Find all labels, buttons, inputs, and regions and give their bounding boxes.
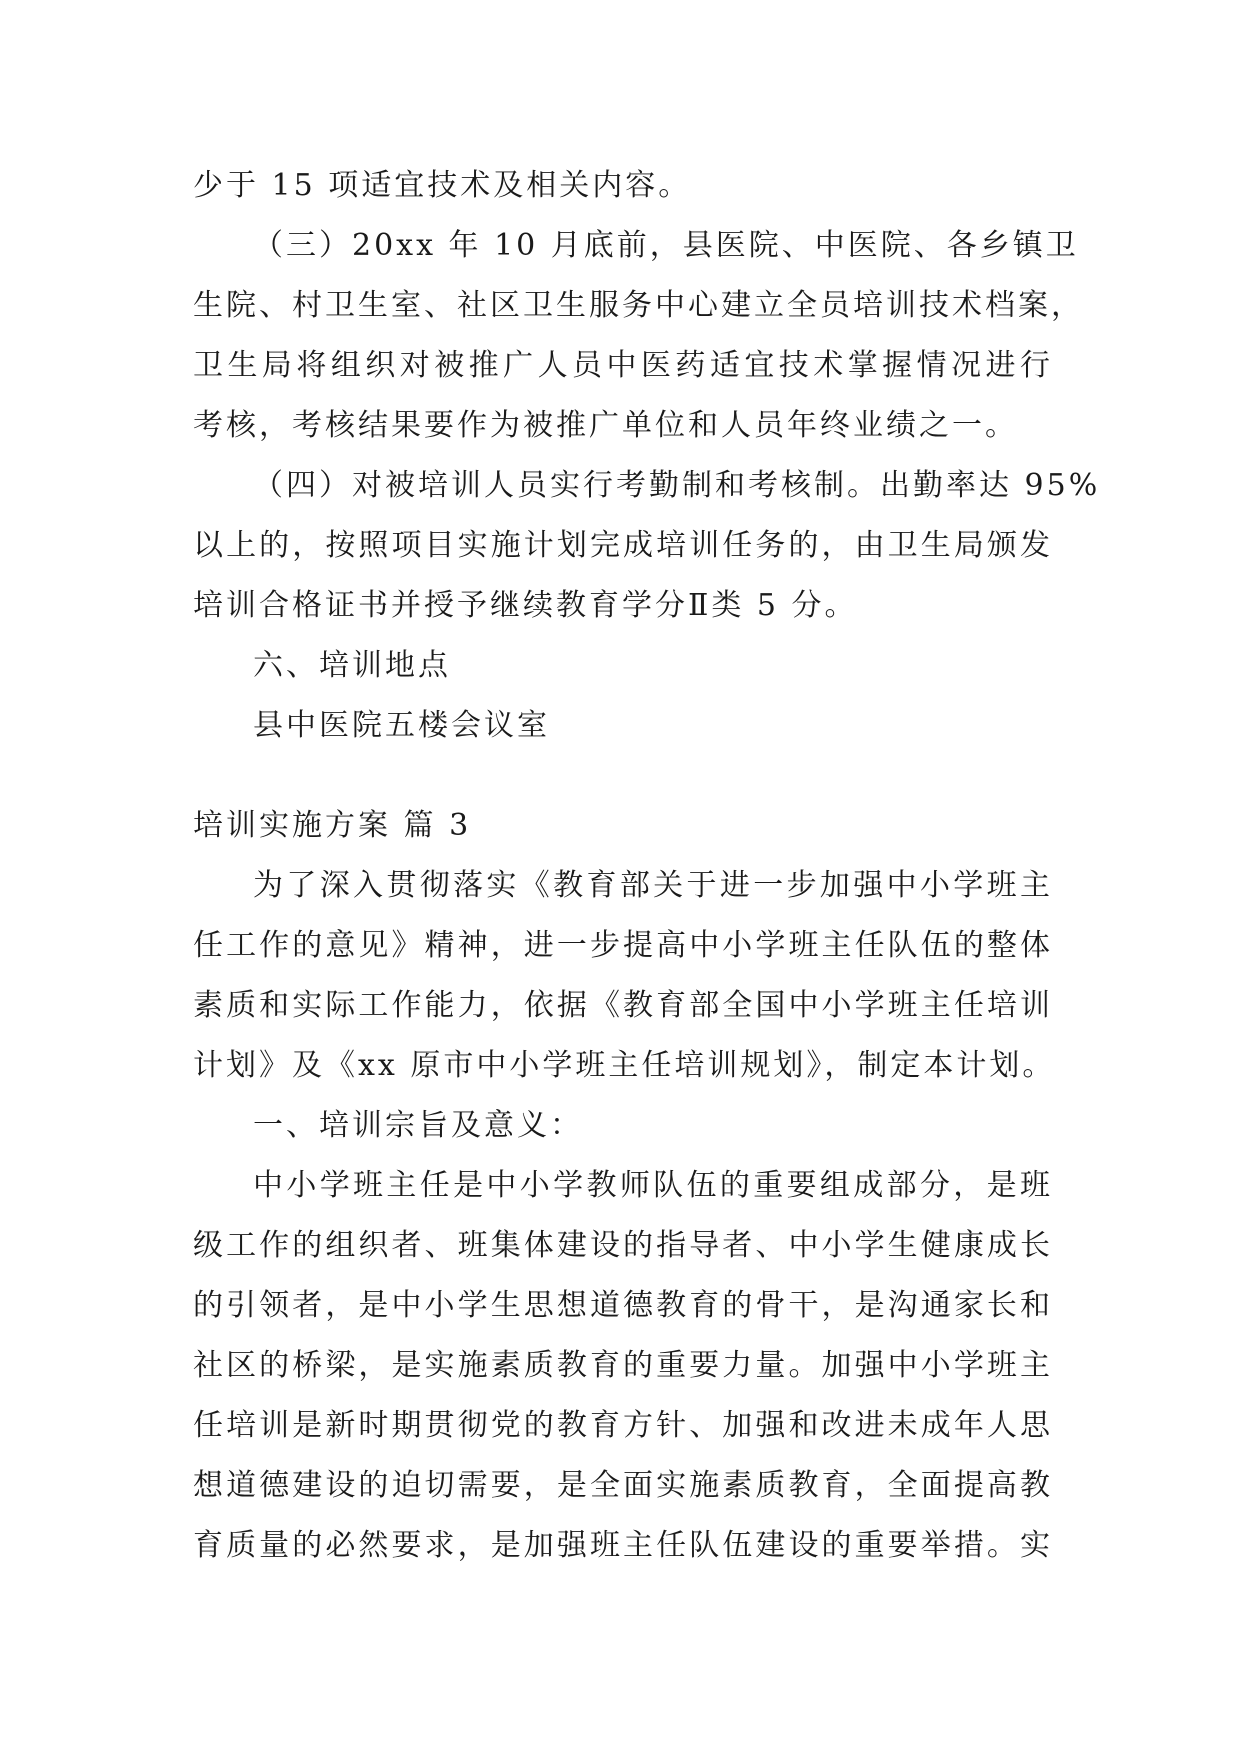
text-line: 级工作的组织者、班集体建设的指导者、中小学生健康成长 (193, 1228, 1053, 1263)
text-line: 想道德建设的迫切需要，是全面实施素质教育，全面提高教 (193, 1468, 1053, 1503)
text-line: （四）对被培训人员实行考勤制和考核制。出勤率达 95% (253, 468, 1101, 503)
text-line: 培训合格证书并授予继续教育学分Ⅱ类 5 分。 (193, 588, 858, 623)
text-line: 中小学班主任是中小学教师队伍的重要组成部分，是班 (253, 1168, 1053, 1203)
text-line: 任工作的意见》精神，进一步提高中小学班主任队伍的整体 (193, 928, 1053, 963)
text-line: 以上的，按照项目实施计划完成培训任务的，由卫生局颁发 (193, 528, 1053, 563)
text-line: 生院、村卫生室、社区卫生服务中心建立全员培训技术档案， (193, 288, 1084, 323)
text-line: 的引领者，是中小学生思想道德教育的骨干，是沟通家长和 (193, 1288, 1053, 1323)
text-line: 素质和实际工作能力，依据《教育部全国中小学班主任培训 (193, 988, 1053, 1023)
text-line: 卫生局将组织对被推广人员中医药适宜技术掌握情况进行 (193, 348, 1053, 383)
section-heading: 六、培训地点 (253, 648, 451, 683)
section-heading: 一、培训宗旨及意义： (253, 1108, 583, 1143)
text-line: 任培训是新时期贯彻党的教育方针、加强和改进未成年人思 (193, 1408, 1053, 1443)
text-line: 县中医院五楼会议室 (253, 708, 550, 743)
text-line: （三）20xx 年 10 月底前，县医院、中医院、各乡镇卫 (253, 228, 1079, 263)
text-line: 考核，考核结果要作为被推广单位和人员年终业绩之一。 (193, 408, 1018, 443)
text-line: 少于 15 项适宜技术及相关内容。 (193, 168, 692, 203)
text-line: 为了深入贯彻落实《教育部关于进一步加强中小学班主 (253, 868, 1053, 903)
text-line: 社区的桥梁，是实施素质教育的重要力量。加强中小学班主 (193, 1348, 1053, 1383)
text-line: 计划》及《xx 原市中小学班主任培训规划》，制定本计划。 (193, 1048, 1056, 1083)
document-title: 培训实施方案 篇 3 (193, 808, 472, 843)
text-line: 育质量的必然要求，是加强班主任队伍建设的重要举措。实 (193, 1528, 1053, 1563)
